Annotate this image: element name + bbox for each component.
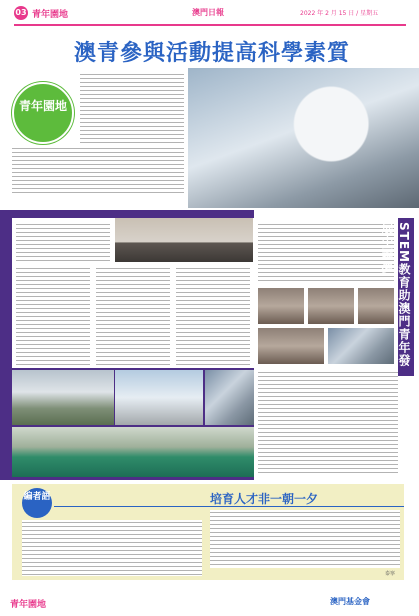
issue-date: 2022 年 2 月 15 日 / 星期五	[300, 10, 379, 17]
masthead: 澳門日報	[192, 8, 224, 17]
right-article-text-2	[258, 370, 398, 476]
page-header	[0, 0, 419, 28]
footer-section-label: 青年園地	[10, 600, 47, 610]
footer-org-logo: 澳門基金會	[330, 597, 370, 606]
editorial-divider	[54, 506, 404, 507]
portrait-photo-3	[358, 288, 394, 324]
science-museum-photo	[188, 68, 419, 208]
group-photo	[115, 218, 253, 262]
exhibit-photo	[205, 370, 254, 425]
article-col-2	[96, 266, 170, 366]
section-logo: 青年園地	[12, 82, 74, 144]
lab-photo	[328, 328, 394, 364]
editorial-col-2	[210, 510, 400, 568]
article-col-3	[176, 266, 250, 366]
portrait-photo-2	[308, 288, 354, 324]
intro-text-continued	[12, 146, 184, 196]
editorial-title: 培育人才非一朝一夕	[210, 492, 319, 506]
students-group-photo	[12, 427, 254, 477]
portrait-photo-1	[258, 288, 304, 324]
university-building-photo	[12, 370, 114, 425]
article-top-text	[16, 222, 110, 262]
page-headline: 澳青參與活動提高科學素質	[73, 40, 350, 66]
article-col-1	[16, 266, 90, 366]
page-number-badge: 03	[14, 6, 28, 20]
right-article-text	[258, 222, 394, 282]
classroom-photo	[258, 328, 324, 364]
editorial-author: 泰寧	[385, 571, 396, 577]
ship-photo	[115, 370, 203, 425]
editorial-col-1	[22, 520, 202, 576]
section-title: 青年園地	[32, 10, 69, 20]
editorial-badge: 編者語	[22, 488, 52, 518]
vertical-title: STEM教育助澳門青年發展中國夢	[398, 218, 414, 376]
header-divider	[14, 24, 406, 26]
